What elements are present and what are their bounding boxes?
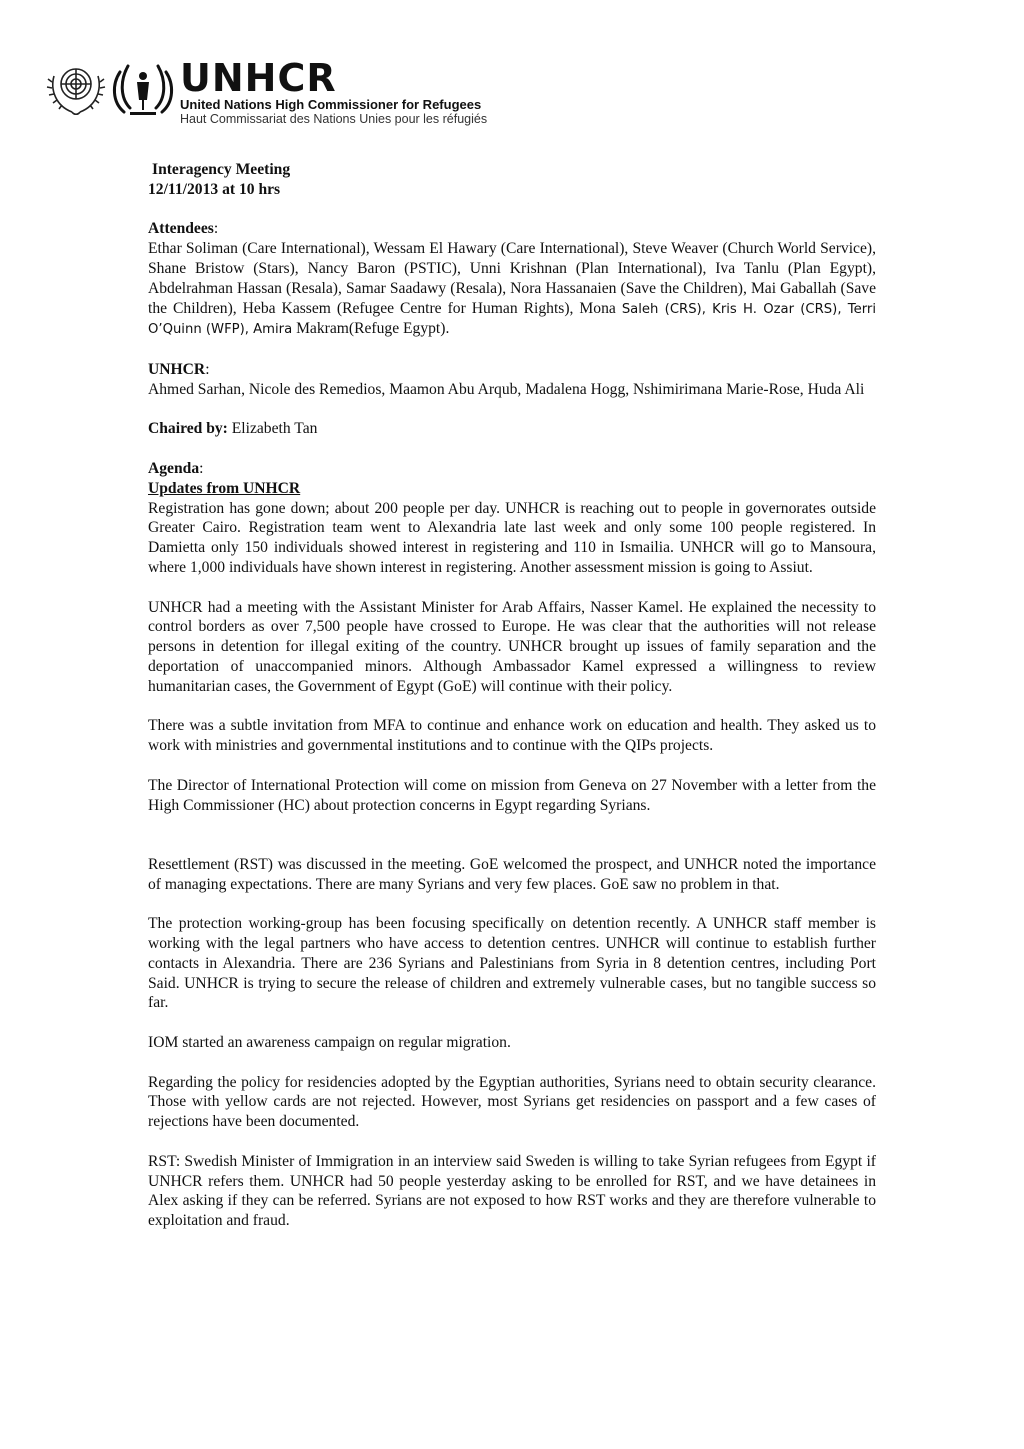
agenda-paragraph: There was a subtle invitation from MFA to continue and enhance work on education and health. They asked us to work with ministries and governmental institutions and to continue with the QIPs projects. <box>148 717 876 755</box>
org-brand <box>180 58 487 126</box>
attendees-text: Ethar Soliman (Care International), Wessam El Hawary (Care International), Steve Weaver (Church World Service), Shane Bristow (Stars), Nancy Baron (PSTIC), Unni Krishnan (Plan International), Iva Tanlu (Plan Egypt), Abdelrahman Hassan (Resala), Samar Saadawy (Resala), Nora Hassanaien (Save the Children), Mai Gaballah (Save the Children), Heba Kassem (Refugee Centre for Human Rights), Mona <box>148 240 876 317</box>
agenda-label: Agenda <box>148 459 200 477</box>
meeting-title: Interagency Meeting <box>152 161 291 178</box>
agenda-section-title: Updates from UNHCR <box>148 479 301 497</box>
agenda-paragraph: Resettlement (RST) was discussed in the meeting. GoE welcomed the prospect, and UNHCR noted the importance of managing expectations. There are many Syrians and very few places. GoE saw no problem in that. <box>148 855 876 893</box>
unhcr-staff-label: UNHCR <box>148 360 206 378</box>
org-full-name-fr: Haut Commissariat des Nations Unies pour les réfugiés <box>180 112 488 126</box>
agenda-heading: Agenda: <box>148 459 204 477</box>
attendees-label: Attendees <box>148 220 214 238</box>
attendees-text-sans: Saleh (CRS), Kris H. Ozar (CRS), Terri O’Quinn (WFP), Amira <box>148 301 876 338</box>
un-emblem-icon <box>46 58 106 120</box>
unhcr-hands-logo-icon <box>110 58 176 122</box>
attendees-heading: Attendees: <box>148 220 219 238</box>
agenda-paragraph: IOM started an awareness campaign on regular migration. <box>148 1034 511 1052</box>
meeting-minutes <box>148 160 876 1231</box>
attendees-text-end: Makram(Refuge Egypt). <box>292 320 450 338</box>
agenda-paragraph: Registration has gone down; about 200 people per day. UNHCR is reaching out to people in governorates outside Greater Cairo. Registration team went to Alexandria late last week and only some 100 people registered. In Damietta only 150 individuals showed interest in registering and 110 in Ismailia. UNHCR will go to Mansoura, where 1,000 individuals have shown interest in registering. Another assessment mission is going to Assiut. <box>148 499 876 576</box>
org-full-name-en: United Nations High Commissioner for Refugees <box>180 97 482 112</box>
agenda-paragraph: RST: Swedish Minister of Immigration in an interview said Sweden is willing to take Syrian refugees from Egypt if UNHCR refers them. UNHCR had 50 people yesterday asking to be enrolled for RST, and we have detainees in Alex asking if they can be referred. Syrians are not exposed to how RST works and they are therefore vulnerable to exploitation and fraud. <box>148 1152 876 1230</box>
chair-name: Elizabeth Tan <box>231 420 318 438</box>
meeting-date-time: 12/11/2013 at 10 hrs <box>148 180 281 198</box>
unhcr-staff-heading: UNHCR: <box>148 360 210 378</box>
attendees-list <box>148 239 876 340</box>
agenda-paragraph: UNHCR had a meeting with the Assistant Minister for Arab Affairs, Nasser Kamel. He explained the necessity to control borders as over 7,500 people have crossed to Europe. He was clear that the authorities will not release persons in detention for illegal exiting of the country. UNHCR brought up issues of family separation and the deportation of unaccompanied minors. Although Ambassador Kamel expressed a willingness to review humanitarian cases, the Government of Egypt (GoE) will continue with their policy. <box>148 598 876 695</box>
unhcr-staff-list: Ahmed Sarhan, Nicole des Remedios, Maamon Abu Arqub, Madalena Hogg, Nshimirimana Marie-Rose, Huda Ali <box>148 380 865 398</box>
org-short-name: UNHCR <box>180 56 337 100</box>
chair-line <box>148 419 876 439</box>
agenda-paragraph: The Director of International Protection will come on mission from Geneva on 27 November with a letter from the High Commissioner (HC) about protection concerns in Egypt regarding Syrians. <box>148 776 876 814</box>
chair-label: Chaired by: <box>148 420 228 438</box>
agenda-paragraph: The protection working-group has been focusing specifically on detention recently. A UNHCR staff member is working with the legal partners who have access to detention centres. UNHCR will continue to establish further contacts in Alexandria. There are 236 Syrians and Palestinians from Syria in 8 detention centres, including Port Said. UNHCR is trying to secure the release of children and extremely vulnerable cases, but no tangible success so far. <box>148 915 876 1012</box>
agenda-paragraph: Regarding the policy for residencies adopted by the Egyptian authorities, Syrians need to obtain security clearance. Those with yellow cards are not rejected. However, most Syrians get residencies on passport and a few cases of rejections have been documented. <box>148 1073 876 1131</box>
